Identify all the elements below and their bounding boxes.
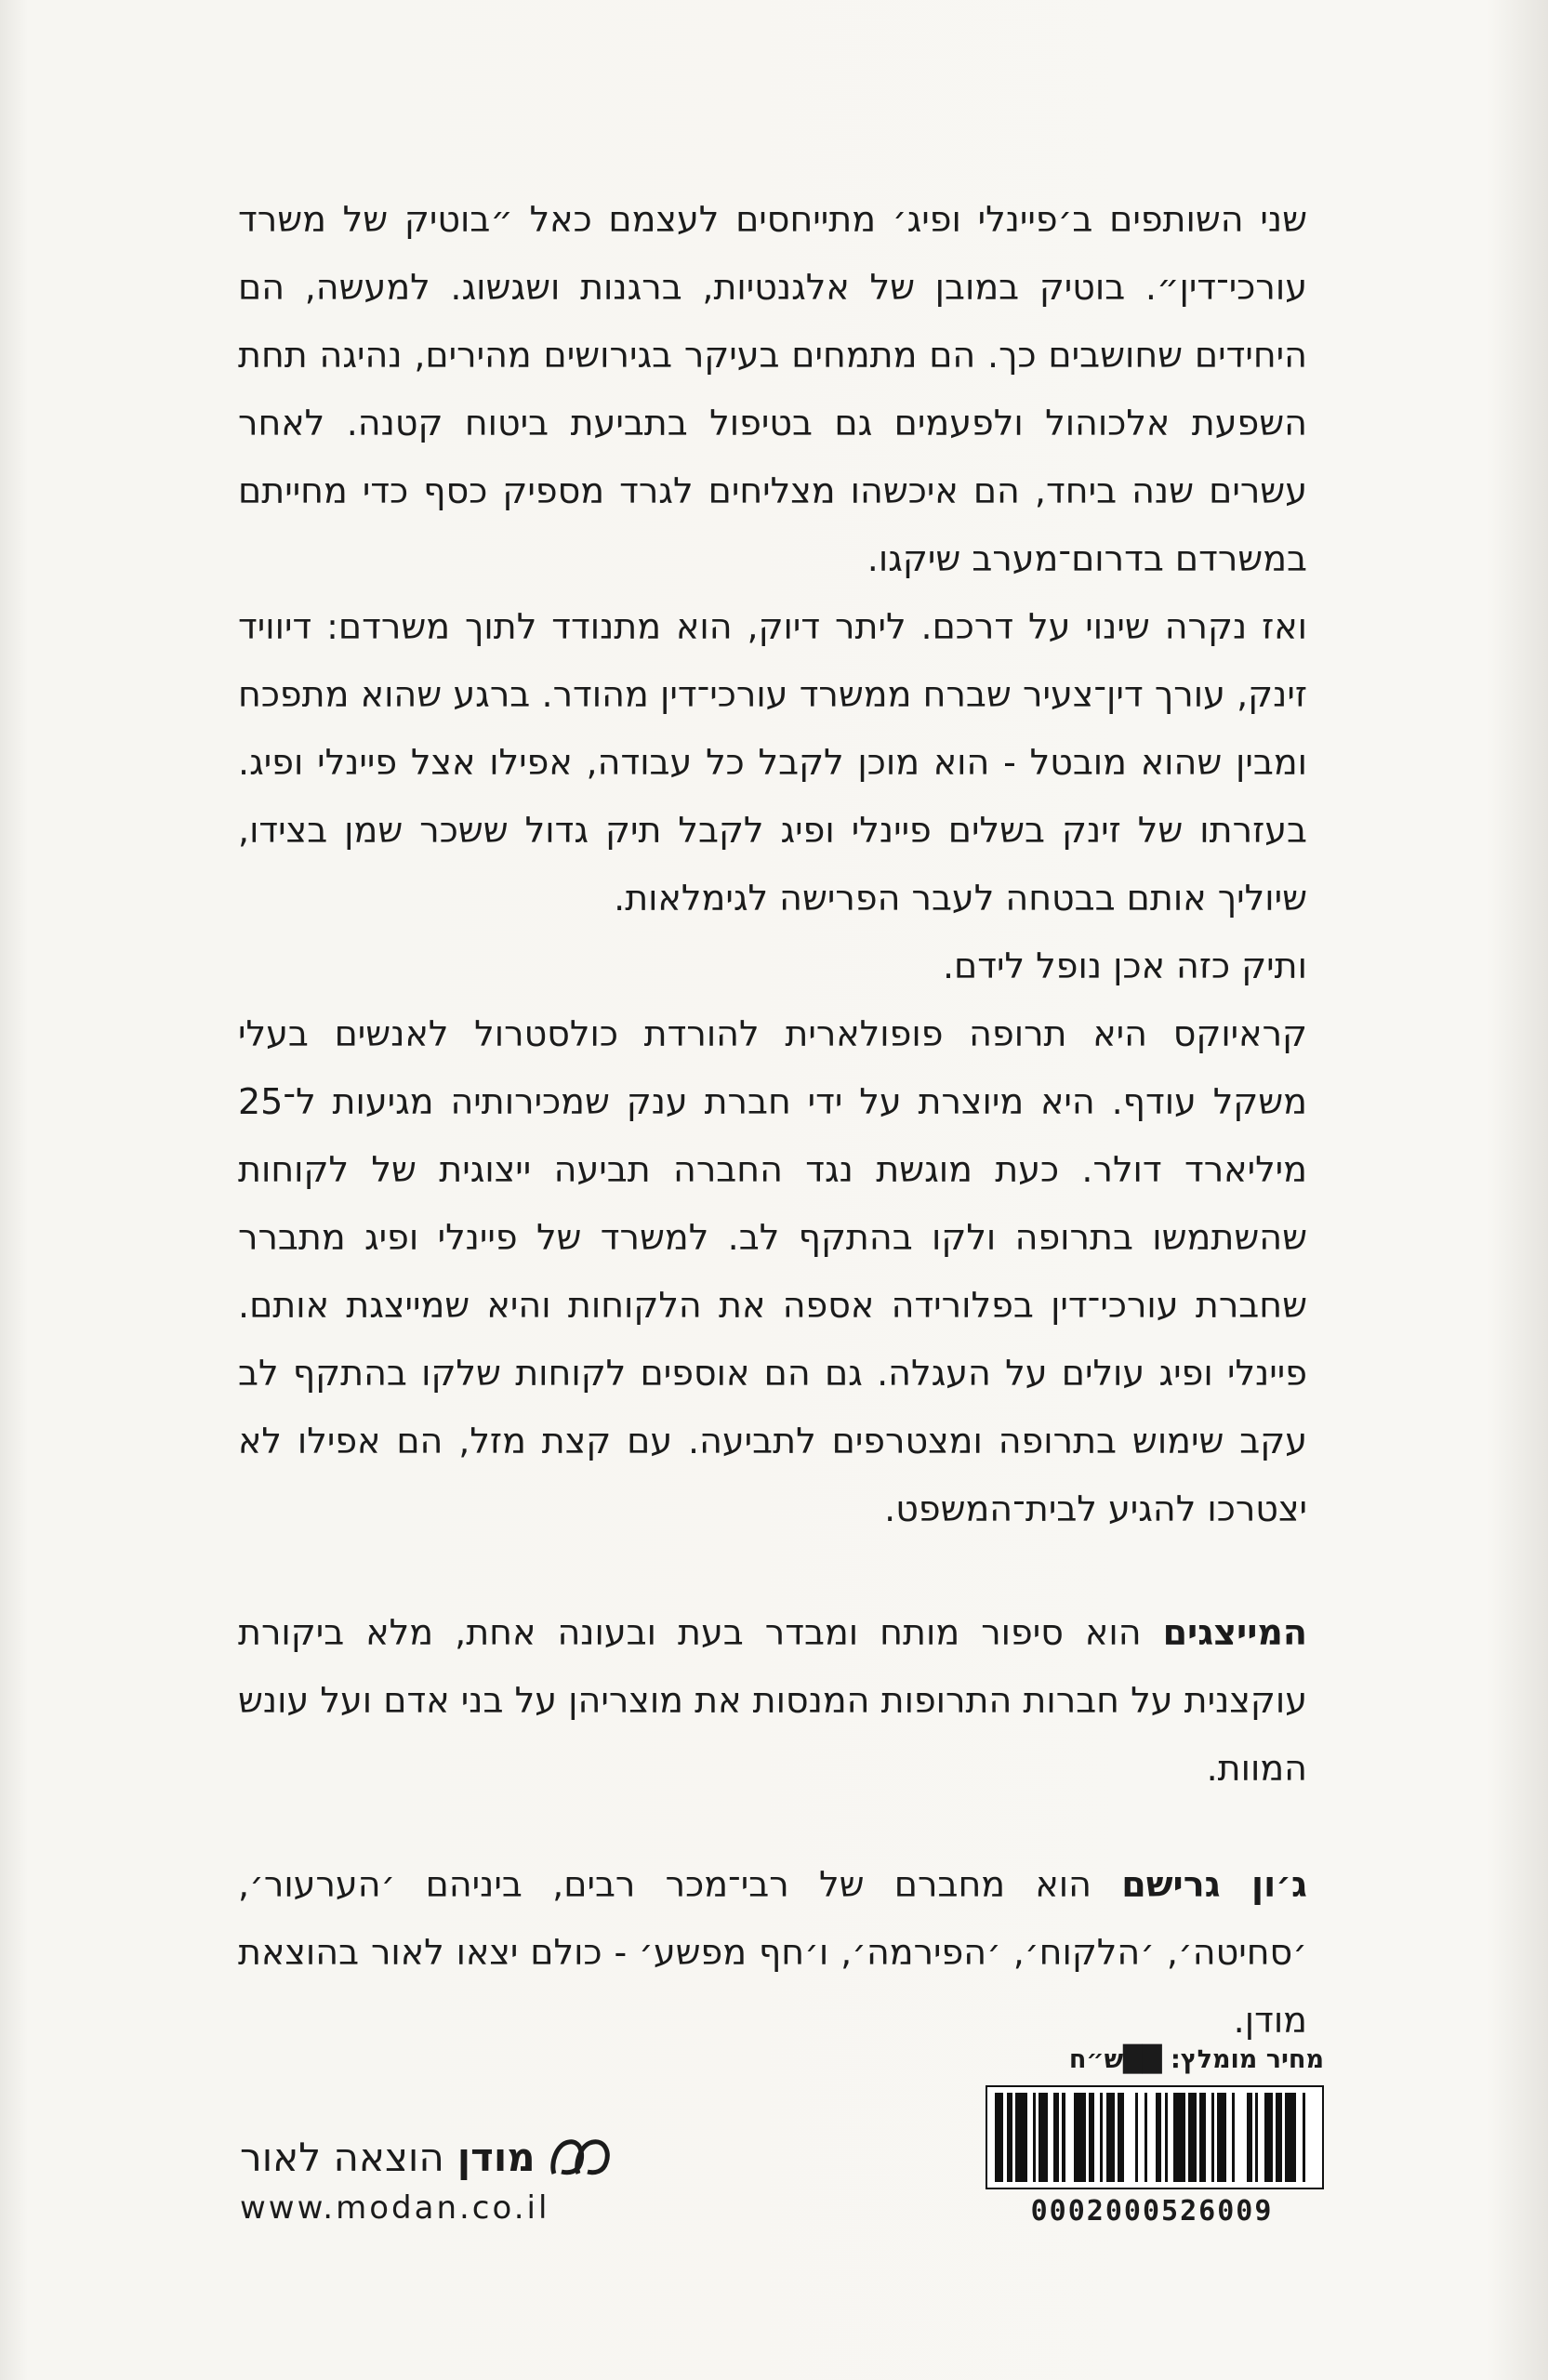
synopsis-paragraph-3: ותיק כזה אכן נופל לידם. <box>942 945 1307 986</box>
barcode-bar <box>1264 2093 1273 2182</box>
price-label: מחיר מומלץ: ██ש״ח <box>1068 2045 1324 2074</box>
author-text: הוא מחברם של רבי־מכר רבים, ביניהם ׳הערעור׳, ׳סחיטה׳, ׳הלקוח׳, ׳הפירמה׳, ו׳חף מפשע׳ - כולם יצאו לאור בהוצאת מודן. <box>238 1864 1307 2041</box>
barcode-bar <box>1217 2093 1225 2182</box>
synopsis-paragraph-2: ואז נקרה שינוי על דרכם. ליתר דיוק, הוא מתנודד לתוך משרדם: דיוויד זינק, עורך דין־צעיר שברח ממשרד עורכי־דין מהודר. ברגע שהוא מתפכח ומבין שהוא מובטל - הוא מוכן לקבל כל עבודה, אפילו אצל פיינלי ופיג. בעזרתו של זינק בשלים פיינלי ופיג לקבל תיק גדול ששכר שמן בצידו, שיוליך אותם בבטחה לעבר הפרישה לגימלאות. <box>238 606 1307 919</box>
barcode-bar <box>995 2093 1003 2182</box>
synopsis-paragraph-4: קראיוקס היא תרופה פופולארית להורדת כולסטרול לאנשים בעלי משקל עודף. היא מיוצרת על ידי חברת ענק שמכירותיה מגיעות ל־25 מיליארד דולר. כעת מוגשת נגד החברה תביעה ייצוגית של לקוחות שהשתמשו בתרופה ולקו בהתקף לב. למשרד של פיינלי ופיג מתברר שחברת עורכי־דין בפלורידה אספה את הלקוחות והיא שמייצגת אותם. פיינלי ופיג עולים על העגלה. גם הם אוספים לקוחות שלקו בהתקף לב עקב שימוש בתרופה ומצטרפים לתביעה. עם קצת מזל, הם אפילו לא יצטרכו להגיע לבית־המשפט. <box>238 1013 1307 1529</box>
blurb-text: הוא סיפור מותח ומבדר בעת ובעונה אחת, מלא ביקורת עוקצנית על חברות התרופות המנסות את מוצריהן על בני אדם ועל עונש המוות. <box>238 1612 1307 1789</box>
spacer <box>238 1803 1307 1851</box>
synopsis-paragraph-1: שני השותפים ב׳פיינלי ופיג׳ מתייחסים לעצמם כאל ״בוטיק של משרד עורכי־דין״. בוטיק במובן של אלגנטיות, ברגנות ושגשוג. למעשה, הם היחידים שחושבים כך. הם מתמחים בעיקר בגירושים מהירים, נהיגה תחת השפעת אלכוהול ולפעמים גם בטיפול בתביעת ביטוח קטנה. לאחר עשרים שנה ביחד, הם איכשהו מצליחים לגרד מספיק כסף כדי מחייתם במשרדם בדרום־מערב שיקגו. <box>238 199 1307 579</box>
modan-logo-icon <box>549 2136 615 2179</box>
spacer <box>238 1543 1307 1599</box>
barcode-bar <box>1074 2093 1086 2182</box>
barcode-bar <box>1106 2093 1115 2182</box>
barcode-bar <box>1039 2093 1047 2182</box>
publisher-name: מודן <box>456 2135 536 2180</box>
blurb-paragraph <box>238 1599 1307 1803</box>
barcode <box>986 2085 1324 2189</box>
barcode-bar <box>1285 2093 1297 2182</box>
barcode-bar <box>1124 2093 1136 2182</box>
author-name: ג׳ון גרישם <box>1121 1864 1307 1905</box>
author-paragraph <box>238 1851 1307 2055</box>
publisher-logo <box>240 2135 686 2180</box>
barcode-bar <box>1015 2093 1027 2182</box>
book-title: המייצגים <box>1162 1612 1307 1653</box>
barcode-bar <box>1147 2093 1156 2182</box>
publisher-block <box>240 2135 686 2227</box>
publisher-tagline: הוצאה לאור <box>240 2135 444 2180</box>
barcode-bar <box>1188 2093 1197 2182</box>
synopsis <box>238 186 1307 2055</box>
barcode-bar <box>1173 2093 1185 2182</box>
barcode-bar <box>1065 2093 1074 2182</box>
barcode-number: 0002000526009 <box>1030 2195 1274 2228</box>
barcode-bar <box>1305 2093 1314 2182</box>
publisher-url: www.modan.co.il <box>240 2189 550 2227</box>
barcode-block <box>980 2045 1324 2228</box>
barcode-bar <box>1235 2093 1247 2182</box>
